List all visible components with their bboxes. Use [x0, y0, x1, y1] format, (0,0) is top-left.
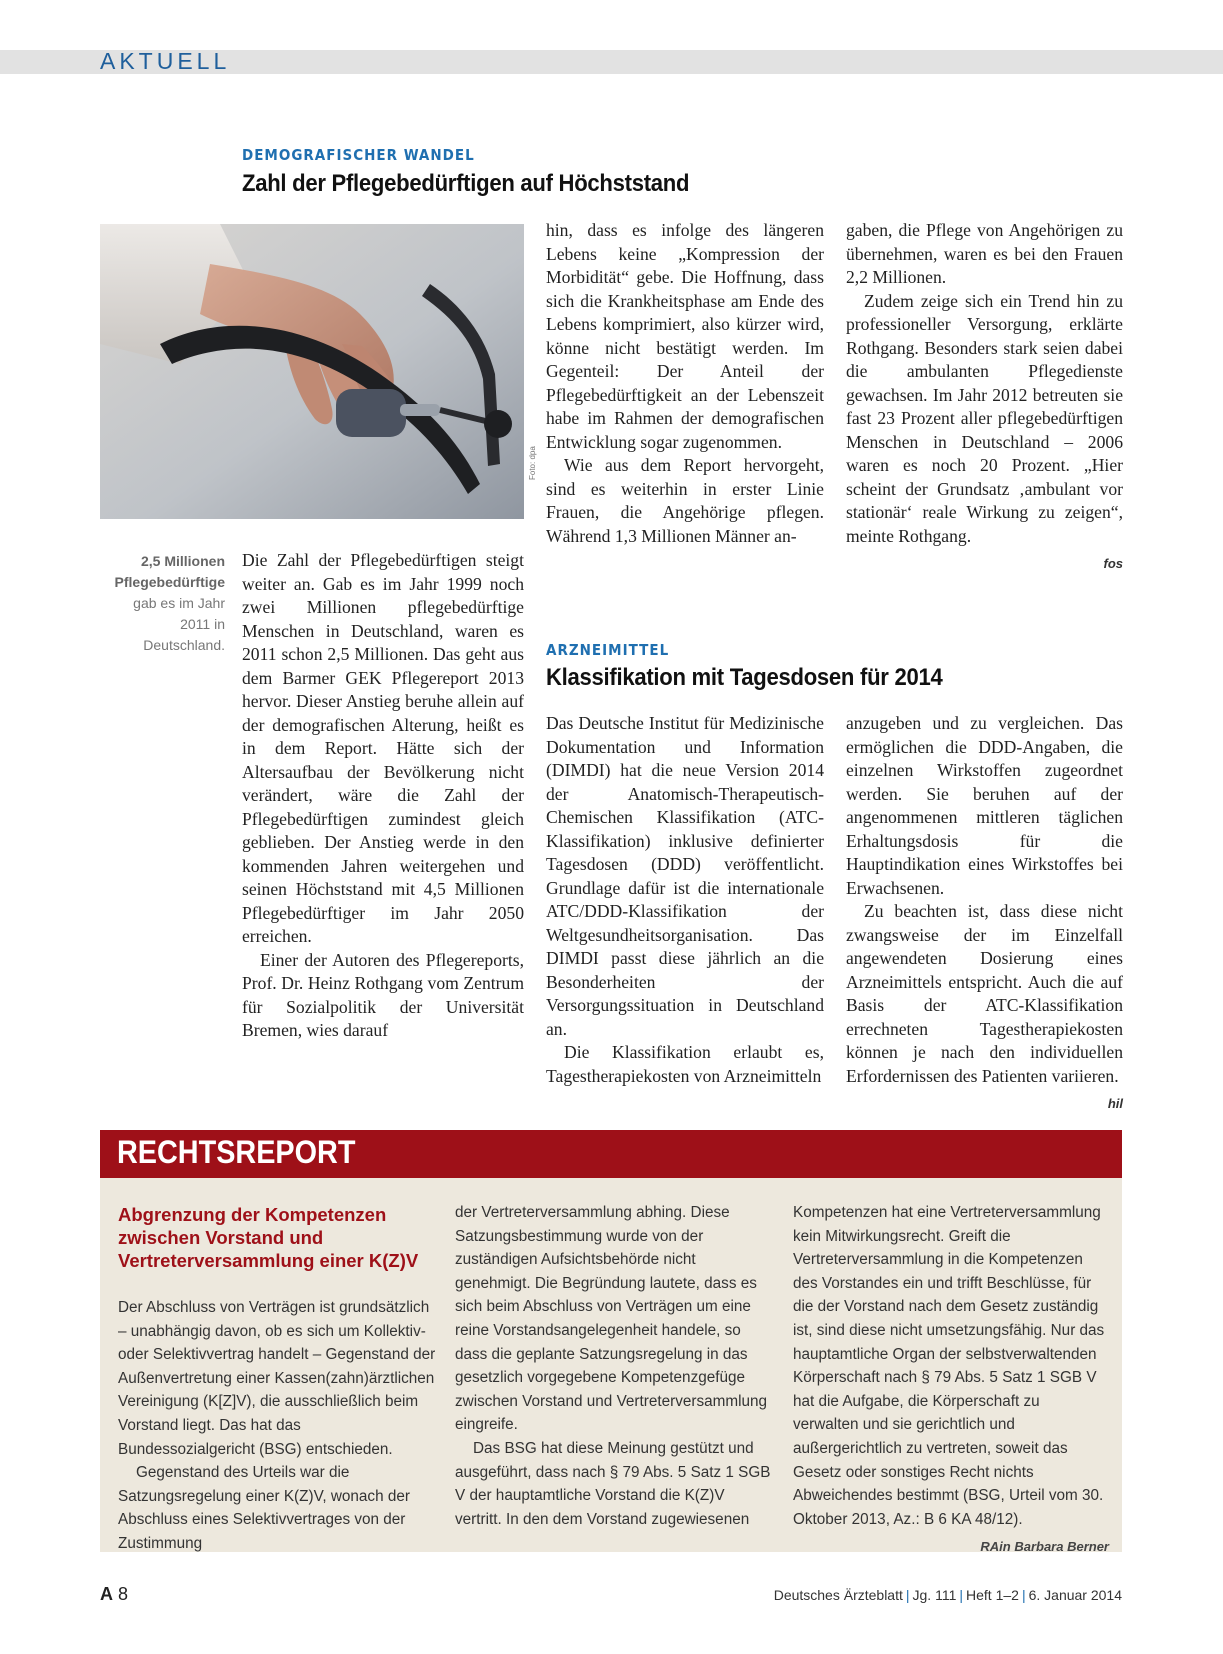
- issue-date: 6. Januar 2014: [1028, 1587, 1122, 1603]
- paragraph: gaben, die Pflege von Angehörigen zu übernehmen, waren es bei den Frauen 2,2 Millionen.: [846, 220, 1123, 287]
- paragraph: Das BSG hat diese Meinung gestützt und ausgeführt, dass nach § 79 Abs. 5 Satz 1 SGB V der hauptamtliche Vorstand die K(Z)V vertritt. In den dem Vorstand zugewiesenen: [455, 1439, 771, 1528]
- section-label: AKTUELL: [100, 48, 231, 74]
- article1-column-2: [546, 219, 824, 548]
- page-number: [100, 1584, 128, 1605]
- rechtsreport-headline: Abgrenzung der Kompetenzen zwischen Vorstand und Vertreterversammlung einer K(Z)V: [118, 1204, 419, 1271]
- issue: Heft 1–2: [966, 1587, 1019, 1603]
- publication-name: Deutsches Ärzteblatt: [773, 1587, 903, 1603]
- volume: Jg. 111: [912, 1587, 957, 1603]
- rechtsreport-column-3: [793, 1201, 1109, 1559]
- paragraph: Das Deutsche Institut für Medizinische Dokumentation und Information (DIMDI) hat die neue Version 2014 der Anatomisch-Therapeutisch-Chemischen Klassifikation (ATC-Klassifikation) inklusive definierter Tagesdosen (DDD) veröffentlicht. Grundlage dafür ist die internationale ATC/DDD-Klassifikation der Weltgesundheitsorganisation. Das DIMDI passt diese jährlich an die Besonderheiten der Versorgungssituation in Deutschland an.: [546, 713, 824, 1039]
- paragraph: anzugeben und zu vergleichen. Das ermöglichen die DDD-Angaben, die einzelnen Wirkstoffen zugeordnet werden. Sie beruhen auf der angenommenen mittleren täglichen Erhaltungsdosis für die Hauptindikation eines Wirkstoffes bei Erwachsenen.: [846, 713, 1123, 898]
- article2-column-1: [546, 712, 824, 1088]
- rechtsreport-column-1: [118, 1296, 436, 1556]
- paragraph: hin, dass es infolge des längeren Lebens keine „Kompression der Morbidität“ gebe. Die Hoffnung, dass sich die Krankheitsphase am Ende des Lebens komprimiert, also kürzer wird, könne nicht bestätigt werden. Im Gegenteil: Der Anteil der Pflegebedürftigkeit an der Lebenszeit habe im Rahmen der demografischen Entwicklung sogar zugenommen.: [546, 220, 824, 452]
- caption-rest: gab es im Jahr 2011 in Deutschland.: [133, 595, 225, 653]
- article2-signature: hil: [1107, 1096, 1123, 1111]
- rechtsreport-column-2: [455, 1201, 773, 1531]
- paragraph: Der Abschluss von Verträgen ist grundsätzlich – unabhängig davon, ob es sich um Kollektiv- oder Selektivvertrag handelt – Gegenstand der Außenvertretung einer Kassen(zahn)ärztlichen Vereinigung (K[Z]V), die ausschließlich beim Vorstand liegt. Das hat das Bundessozialgericht (BSG) entschieden.: [118, 1299, 436, 1458]
- rechtsreport-title: RECHTSREPORT: [117, 1134, 356, 1170]
- rechtsreport-signature: RAin Barbara Berner: [980, 1539, 1109, 1555]
- paragraph: Zudem zeige sich ein Trend hin zu professioneller Versorgung, erklärte Rothgang. Besonders stark seien dabei die ambulanten Pflegedienste gewachsen. Im Jahr 2012 betreuten sie fast 23 Prozent aller pflegebedürftigen Menschen in Deutschland – 2006 waren es noch 20 Prozent. „Hier scheint der Grundsatz ‚ambulant vor stationär‘ reale Wirkung zu zeigen“, meinte Rothgang.: [846, 290, 1123, 546]
- photo-credit: Foto: dpa: [528, 446, 537, 480]
- paragraph: Gegenstand des Urteils war die Satzungsregelung einer K(Z)V, wonach der Abschluss eines Selektivvertrages von der Zustimmung: [118, 1464, 410, 1552]
- article2-headline: Klassifikation mit Tagesdosen für 2014: [546, 664, 943, 691]
- photo-caption: [100, 551, 225, 656]
- paragraph: Die Zahl der Pflegebedürftigen steigt weiter an. Gab es im Jahr 1999 noch zwei Millionen pflegebedürftige Menschen in Deutschland, waren es 2011 schon 2,5 Millionen. Das geht aus dem Barmer GEK Pflegereport 2013 hervor. Dieser Anstieg beruhe allein auf der demografischen Alterung, heißt es in dem Report. Hätte sich der Altersaufbau der Bevölkerung nicht verändert, wäre die Zahl der Pflegebedürftigen zumindest gleich geblieben. Der Anstieg werde in den kommenden Jahren weitergehen und seinen Höchststand mit 4,5 Millionen Pflegebedürftiger im Jahr 2050 erreichen.: [242, 550, 524, 946]
- article1-headline: Zahl der Pflegebedürftigen auf Höchststand: [242, 170, 690, 197]
- article1-kicker: DEMOGRAFISCHER WANDEL: [242, 146, 475, 164]
- page-letter: A: [100, 1584, 113, 1604]
- article2-kicker: ARZNEIMITTEL: [546, 641, 670, 659]
- footer-publication-info: Deutsches Ärzteblatt | Jg. 111 | Heft 1–2 | 6. Januar 2014: [773, 1587, 1122, 1603]
- article1-column-1: [242, 549, 524, 1043]
- paragraph: Einer der Autoren des Pflegereports, Prof. Dr. Heinz Rothgang vom Zentrum für Sozialpolitik der Universität Bremen, wies darauf: [242, 949, 524, 1040]
- page-number-value: 8: [118, 1584, 129, 1604]
- paragraph: Zu beachten ist, dass diese nicht zwangsweise der im Einzelfall angewendeten Dosierung eines Arzneimittels entspricht. Auch die auf Basis der ATC-Klassifikation errechneten Tagestherapiekosten können je nach den individuellen Erfordernissen des Patienten variieren.: [846, 901, 1123, 1086]
- article1-column-3: [846, 219, 1123, 576]
- walker-hand-photo: [100, 224, 524, 519]
- article1-photo: [100, 224, 524, 519]
- paragraph: Kompetenzen hat eine Vertreterversammlung kein Mitwirkungsrecht. Greift die Vertreterversammlung in die Kompetenzen des Vorstandes ein und trifft Beschlüsse, für die der Vorstand nach dem Gesetz zuständig ist, sind diese nicht umsetzungsfähig. Nur das hauptamtliche Organ der selbstverwaltenden Körperschaft nach § 79 Abs. 5 Satz 1 SGB V hat die Aufgabe, die Körperschaft zu verwalten und sie gerichtlich und außergerichtlich zu vertreten, soweit das Gesetz oder sonstiges Recht nichts Abweichendes bestimmt (BSG, Urteil vom 30. Oktober 2013, Az.: B 6 KA 48/12).: [793, 1204, 1105, 1528]
- paragraph: der Vertreterversammlung abhing. Diese Satzungsbestimmung wurde von der zuständigen Aufsichtsbehörde nicht genehmigt. Die Begründung lautete, dass es sich beim Abschluss von Verträgen um eine reine Vorstandsangelegenheit handele, so dass die geplante Satzungsregelung in das gesetzlich vorgegebene Kompetenzgefüge zwischen Vorstand und Vertreterversammlung eingreife.: [455, 1204, 768, 1434]
- article1-signature: fos: [1103, 556, 1123, 571]
- paragraph: Wie aus dem Report hervorgeht, sind es weiterhin in erster Linie Frauen, die Angehörige pflegen. Während 1,3 Millionen Männer an-: [546, 455, 824, 546]
- article2-column-2: [846, 712, 1123, 1116]
- caption-strong: 2,5 Millionen Pflegebedürftige: [114, 553, 225, 590]
- paragraph: Die Klassifikation erlaubt es, Tagestherapiekosten von Arzneimitteln: [546, 1042, 824, 1086]
